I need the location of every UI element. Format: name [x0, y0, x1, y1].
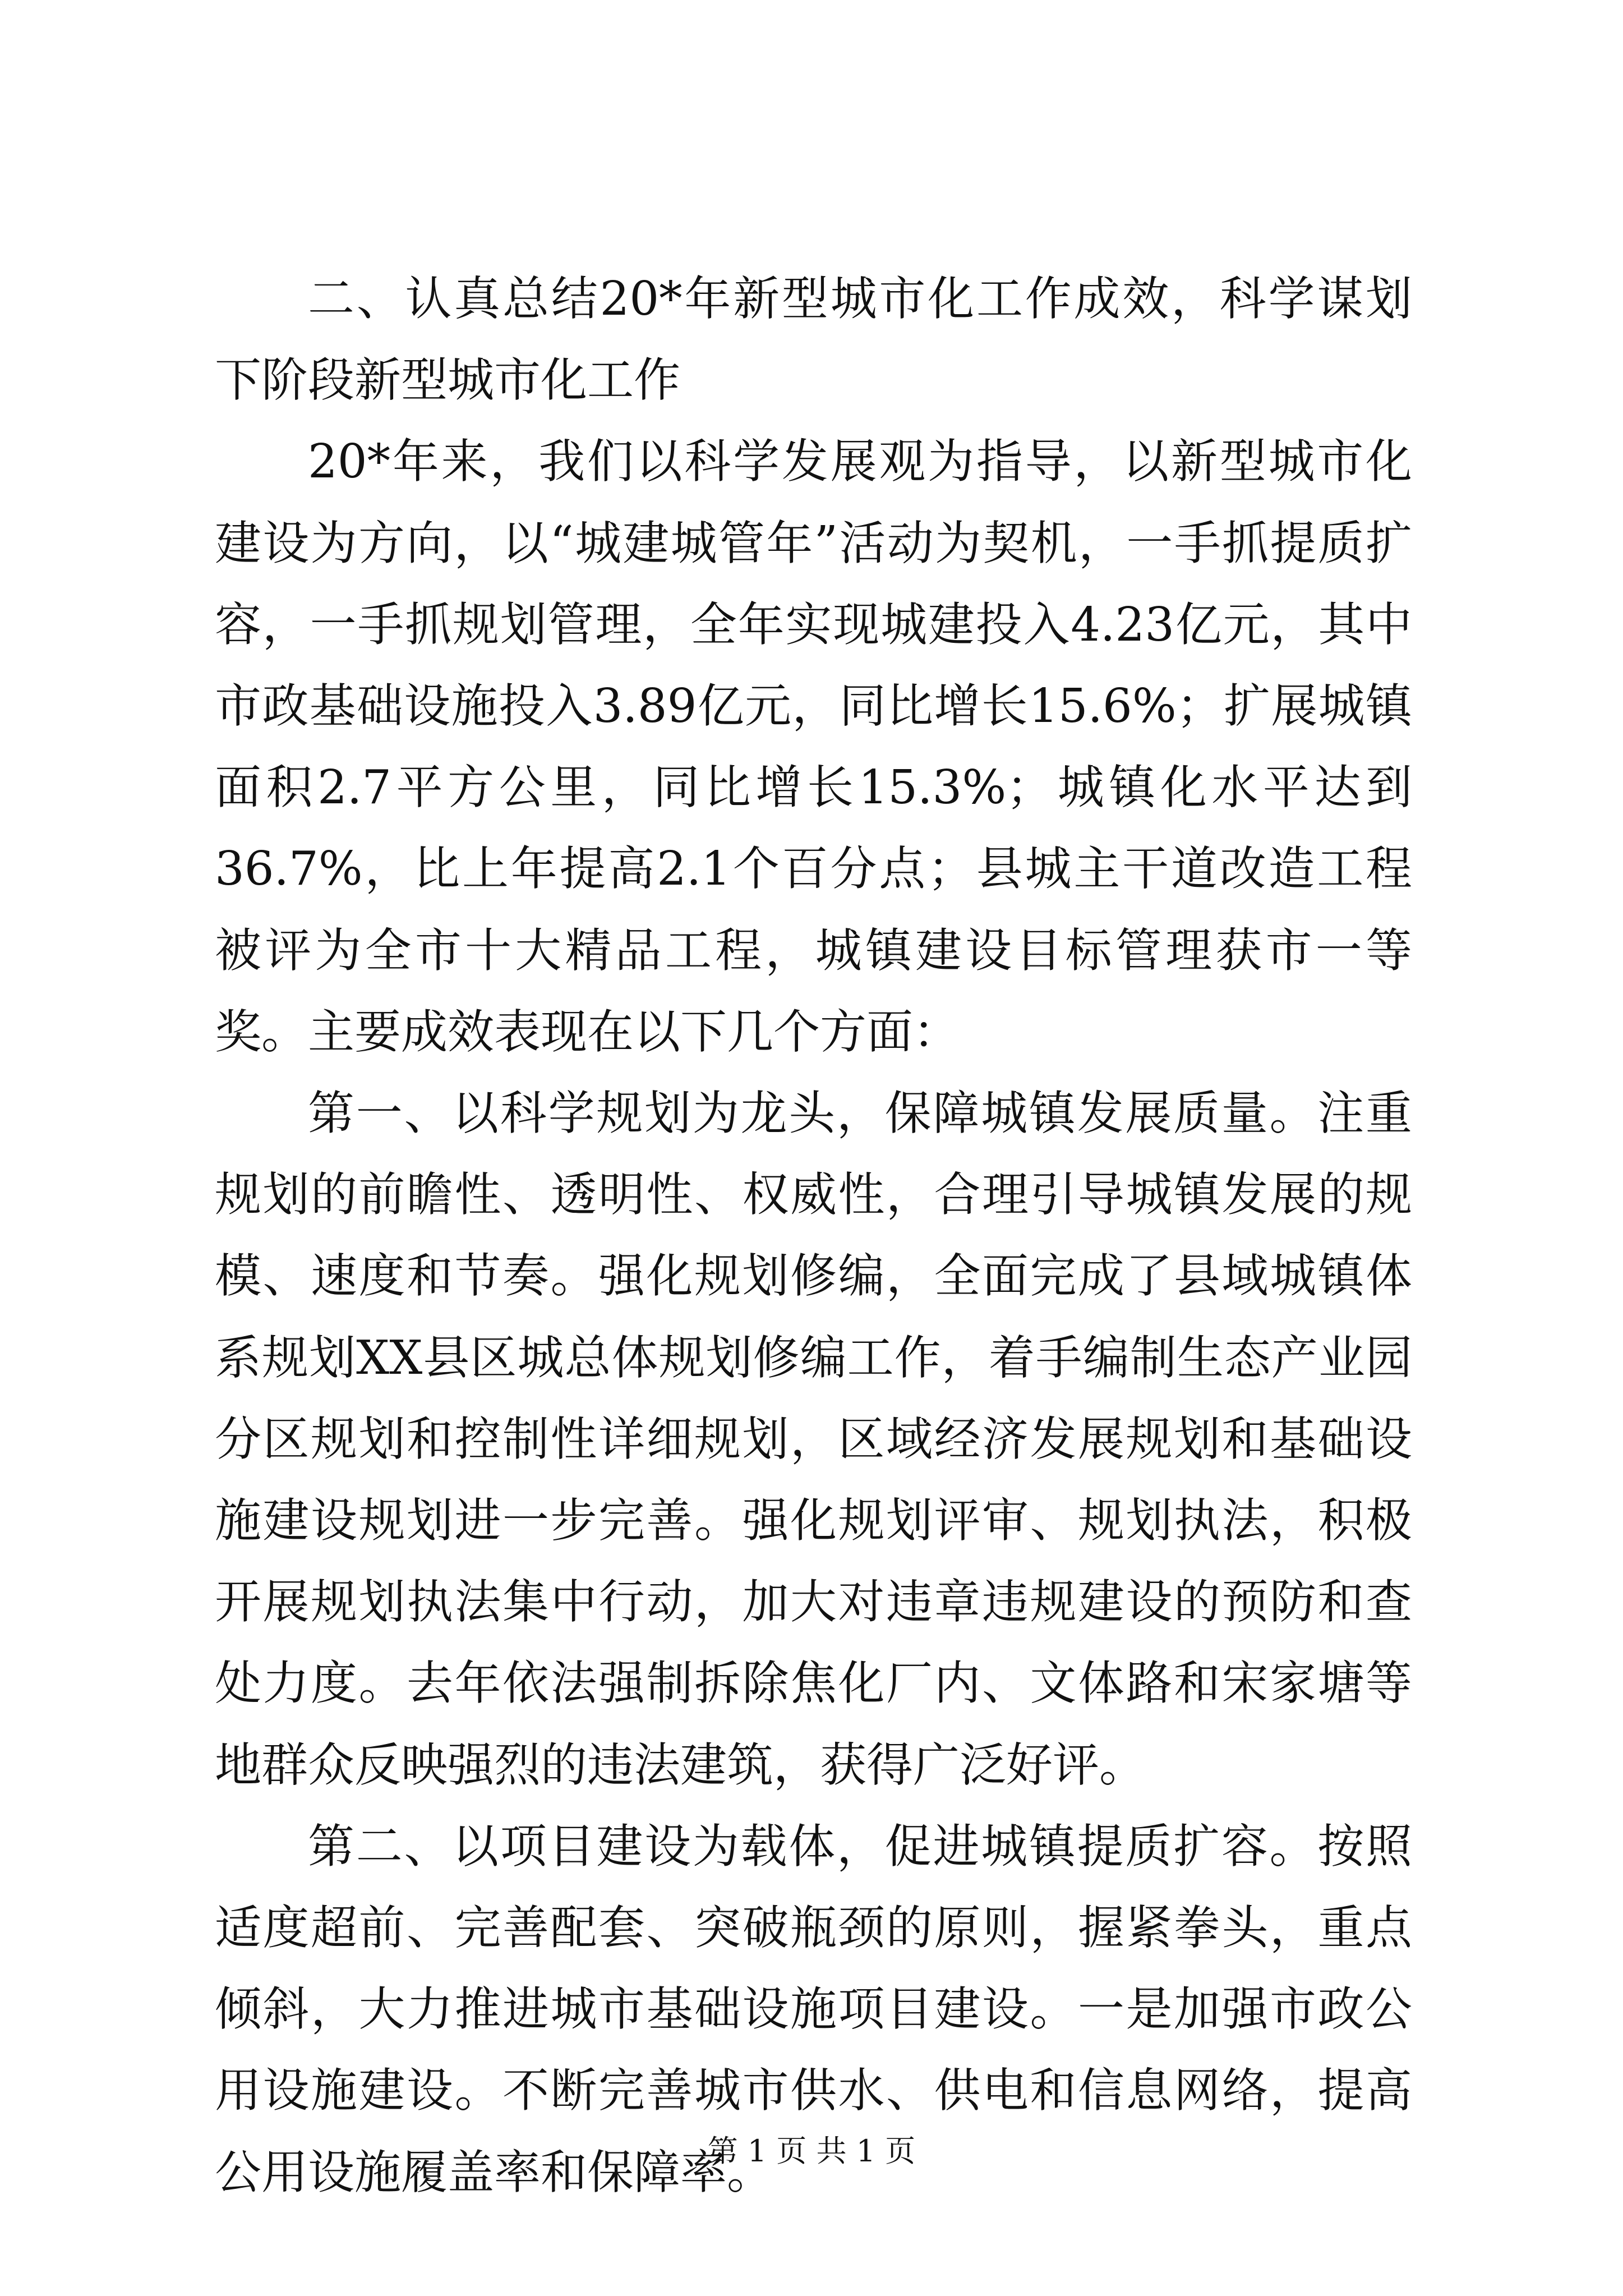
planning-paragraph: 第一、以科学规划为龙头，保障城镇发展质量。注重规划的前瞻性、透明性、权威性，合理引导城镇发展的规模、速度和节奏。强化规划修编，全面完成了县域城镇体系规划XX县区城总体规划修编工作，着手编制生态产业园分区规划和控制性详细规划，区域经济发展规划和基础设施建设规划进一步完善。强化规划评审、规划执法，积极开展规划执法集中行动，加大对违章违规建设的预防和查处力度。去年依法强制拆除焦化厂内、文体路和宋家塘等地群众反映强烈的违法建筑，获得广泛好评。: [215, 1086, 1412, 1792]
project-paragraph: 第二、以项目建设为载体，促进城镇提质扩容。按照适度超前、完善配套、突破瓶颈的原则，握紧拳头，重点倾斜，大力推进城市基础设施项目建设。一是加强市政公用设施建设。不断完善城市供水、供电和信息网络，提高公用设施履盖率和保障率。: [215, 1819, 1412, 2200]
document-body: [215, 258, 1412, 2213]
summary-paragraph: 20*年来，我们以科学发展观为指导，以新型城市化建设为方向，以“城建城管年”活动为契机，一手抓提质扩容，一手抓规划管理，全年实现城建投入4.23亿元，其中市政基础设施投入3.89亿元，同比增长15.6%；扩展城镇面积2.7平方公里，同比增长15.3%；城镇化水平达到36.7%，比上年提高2.1个百分点；县城主干道改造工程被评为全市十大精品工程，城镇建设目标管理获市一等奖。主要成效表现在以下几个方面：: [215, 434, 1412, 1059]
page-number-label: 第 1 页 共 1 页: [707, 2133, 916, 2169]
section-heading-paragraph: 二、认真总结20*年新型城市化工作成效，科学谋划下阶段新型城市化工作: [215, 272, 1412, 408]
page-footer: [0, 2132, 1623, 2171]
